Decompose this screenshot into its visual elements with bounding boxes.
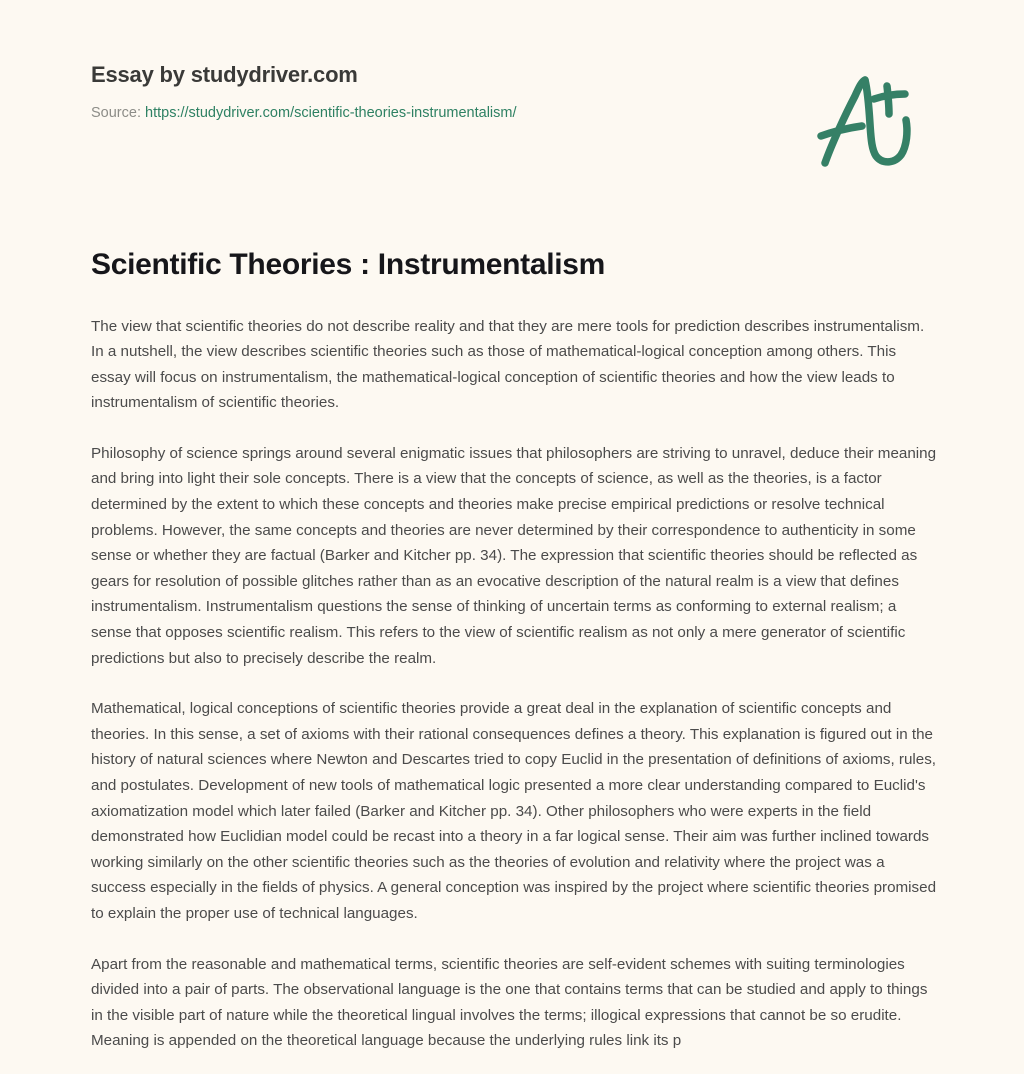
source-url-link[interactable]: https://studydriver.com/scientific-theories-instrumentalism/ <box>145 105 517 122</box>
page-title: Scientific Theories : Instrumentalism <box>91 248 606 281</box>
byline: Essay by studydriver.com <box>91 62 358 87</box>
source-label: Source: <box>91 105 141 122</box>
paragraph: The view that scientific theories do not describe reality and that they are mere tools for prediction describes instrumentalism. In a nutshell, the view describes scientific theories such as those of mathematical-logical conception among others. This essay will focus on instrumentalism, the mathematical-logical conception of scientific theories and how the view leads to instrumentalism of scientific theories. <box>91 317 925 412</box>
essay-body <box>91 314 939 1054</box>
a-plus-logo[interactable] <box>808 62 928 182</box>
paragraph: Philosophy of science springs around several enigmatic issues that philosophers are striving to unravel, deduce their meaning and bring into light their sole concepts. There is a view that the concepts of science, as well as the theories, is a factor determined by the extent to which these concepts and theories make precise empirical predictions or resolve technical problems. However, the same concepts and theories are never determined by their correspondence to authenticity in some sense or whether they are factual (Barker and Kitcher pp. 34). The expression that scientific theories should be reflected as gears for resolution of possible glitches rather than as an evocative description of the natural realm is a view that defines instrumentalism. Instrumentalism questions the sense of thinking of uncertain terms as conforming to external realism; a sense that opposes scientific realism. This refers to the view of scientific realism as not only a mere generator of scientific predictions but also to precisely describe the realm. <box>91 444 937 667</box>
paragraph: Mathematical, logical conceptions of scientific theories provide a great deal in the explanation of scientific concepts and theories. In this sense, a set of axioms with their rational consequences defines a theory. This explanation is figured out in the history of natural sciences where Newton and Descartes tried to copy Euclid in the presentation of definitions of axioms, rules, and postulates. Development of new tools of mathematical logic presented a more clear understanding compared to Euclid's axiomatization model which later failed (Barker and Kitcher pp. 34). Other philosophers who were experts in the field demonstrated how Euclidian model could be recast into a theory in a far logical sense. Their aim was further inclined towards working similarly on the other scientific theories such as the theories of evolution and relativity where the project was a success especially in the fields of physics. A general conception was inspired by the project where scientific theories promised to explain the proper use of technical languages. <box>91 700 937 922</box>
paragraph: Apart from the reasonable and mathematical terms, scientific theories are self-evident schemes with suiting terminologies divided into a pair of parts. The observational language is the one that contains terms that can be studied and apply to things in the visible part of nature while the theoretical lingual involves the terms; illogical expressions that cannot be so erudite. Meaning is appended on the theoretical language because the underlying rules link its p <box>91 955 928 1050</box>
essay-content <box>91 246 939 1054</box>
